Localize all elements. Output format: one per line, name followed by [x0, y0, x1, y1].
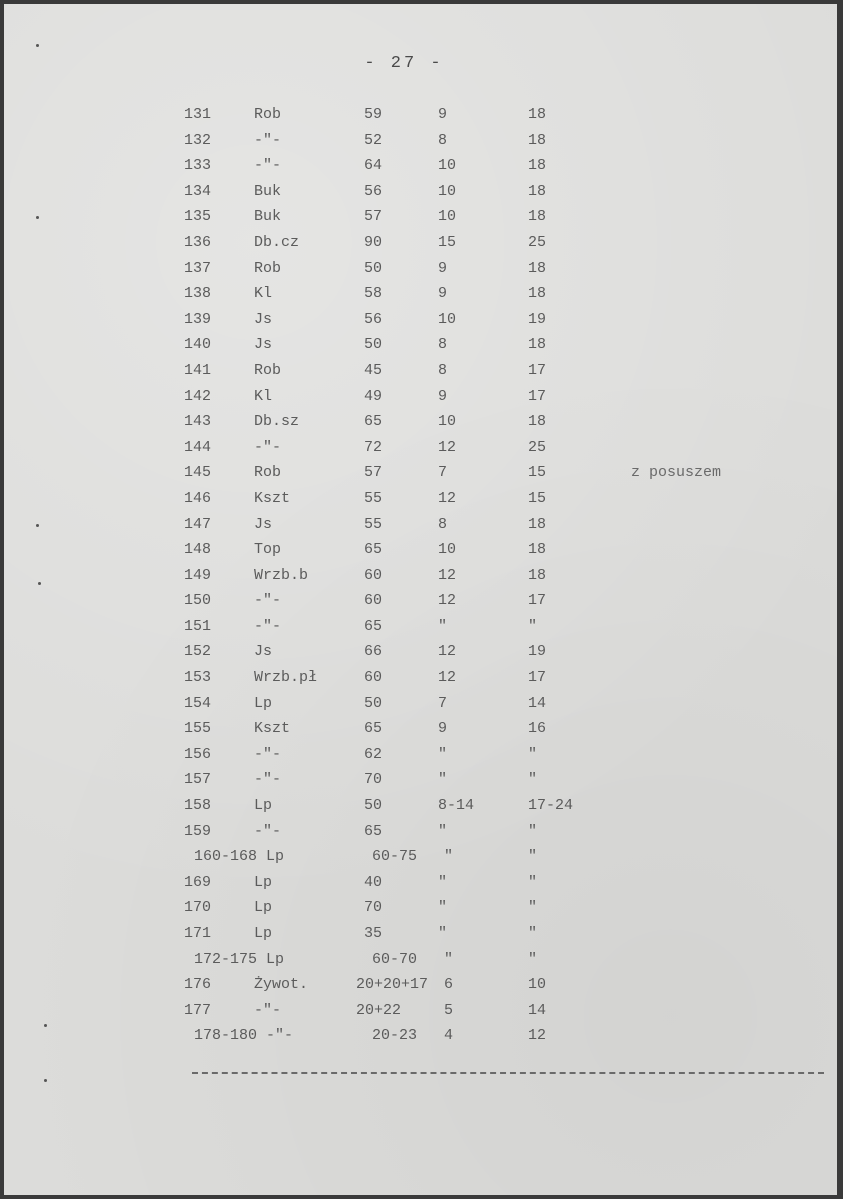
measure-a-cell: 59 — [364, 106, 383, 123]
table-row — [4, 771, 837, 797]
species-cell: Kszt — [254, 720, 291, 738]
measure-a-cell: 60 — [364, 669, 383, 687]
margin-speck — [38, 582, 41, 585]
species-cell: Buk — [254, 182, 282, 200]
measure-a-cell: 66 — [364, 643, 383, 661]
row-number: 145 — [184, 464, 212, 482]
species-cell: Lp — [266, 950, 285, 968]
measure-c-cell: 14 — [528, 694, 547, 712]
row-number: 176 — [184, 976, 212, 994]
table-row — [4, 516, 837, 542]
row-number: 146 — [184, 489, 212, 507]
species-cell: Js — [254, 643, 273, 661]
inventory-table — [4, 106, 837, 1053]
measure-c-cell: 25 — [528, 438, 547, 456]
table-row — [4, 464, 837, 490]
measure-b-cell: 10 — [438, 541, 457, 559]
species-cell: -"- — [266, 1027, 294, 1045]
measure-a-cell: 52 — [364, 131, 383, 149]
measure-c-cell: 18 — [528, 566, 547, 584]
measure-c-cell: 19 — [528, 310, 547, 328]
row-number: 156 — [184, 745, 212, 763]
table-row — [4, 260, 837, 286]
measure-a-cell: 60-75 — [372, 848, 418, 866]
species-cell: -"- — [254, 617, 282, 635]
species-cell: Wrzb.pł — [254, 669, 318, 687]
measure-c-cell: " — [528, 950, 538, 968]
measure-b-cell: " — [438, 771, 448, 789]
measure-a-cell: 70 — [364, 899, 383, 917]
row-number: 141 — [184, 361, 212, 379]
row-number: 138 — [184, 285, 212, 303]
species-cell: -"- — [254, 771, 282, 789]
species-cell: -"- — [254, 592, 282, 610]
row-number: 136 — [184, 233, 212, 251]
page-number: - 27 - — [364, 54, 444, 73]
table-row — [4, 541, 837, 567]
measure-b-cell: 8 — [438, 361, 448, 379]
row-number: 170 — [184, 899, 212, 917]
measure-a-cell: 56 — [364, 182, 383, 200]
species-cell: Żywot. — [254, 976, 309, 994]
measure-c-cell: " — [528, 771, 538, 789]
species-cell: Kl — [254, 387, 273, 405]
species-cell: Db.cz — [254, 233, 300, 251]
table-row — [4, 951, 837, 977]
measure-b-cell: 9 — [438, 387, 448, 405]
measure-c-cell: 18 — [528, 106, 547, 123]
measure-b-cell: 8 — [438, 336, 448, 354]
measure-a-cell: 40 — [364, 873, 383, 891]
species-cell: Rob — [254, 106, 282, 123]
margin-speck — [36, 216, 39, 219]
measure-c-cell: 14 — [528, 1001, 547, 1019]
table-row — [4, 976, 837, 1002]
row-number: 134 — [184, 182, 212, 200]
measure-b-cell: 12 — [438, 489, 457, 507]
measure-c-cell: 17-24 — [528, 797, 574, 815]
measure-a-cell: 20-23 — [372, 1027, 418, 1045]
measure-c-cell: 19 — [528, 643, 547, 661]
table-row — [4, 618, 837, 644]
table-row — [4, 669, 837, 695]
measure-a-cell: 90 — [364, 233, 383, 251]
measure-a-cell: 65 — [364, 541, 383, 559]
margin-speck — [36, 44, 39, 47]
row-number: 142 — [184, 387, 212, 405]
measure-c-cell: 18 — [528, 182, 547, 200]
row-number: 160-168 — [194, 848, 258, 866]
measure-b-cell: 6 — [444, 976, 454, 994]
table-row — [4, 208, 837, 234]
measure-a-cell: 56 — [364, 310, 383, 328]
table-row — [4, 695, 837, 721]
measure-a-cell: 65 — [364, 413, 383, 431]
measure-c-cell: " — [528, 873, 538, 891]
margin-speck — [44, 1079, 47, 1082]
margin-speck — [44, 1024, 47, 1027]
row-number: 131 — [184, 106, 212, 123]
measure-b-cell: 9 — [438, 259, 448, 277]
measure-b-cell: 8 — [438, 515, 448, 533]
table-row — [4, 567, 837, 593]
row-number: 144 — [184, 438, 212, 456]
table-row — [4, 899, 837, 925]
species-cell: Kl — [254, 285, 273, 303]
table-row — [4, 925, 837, 951]
row-number: 159 — [184, 822, 212, 840]
row-number: 172-175 — [194, 950, 258, 968]
measure-b-cell: " — [438, 925, 448, 942]
table-row — [4, 132, 837, 158]
row-number: 148 — [184, 541, 212, 559]
table-row — [4, 413, 837, 439]
measure-c-cell: 18 — [528, 131, 547, 149]
row-number: 178-180 — [194, 1027, 258, 1045]
row-number: 143 — [184, 413, 212, 431]
measure-b-cell: 10 — [438, 208, 457, 226]
row-number: 158 — [184, 797, 212, 815]
measure-b-cell: 12 — [438, 669, 457, 687]
species-cell: Db.sz — [254, 413, 300, 431]
species-cell: -"- — [254, 157, 282, 175]
table-row — [4, 797, 837, 823]
measure-b-cell: " — [438, 899, 448, 917]
table-row — [4, 1027, 837, 1053]
measure-b-cell: 9 — [438, 720, 448, 738]
table-row — [4, 362, 837, 388]
table-row — [4, 106, 837, 132]
row-number: 151 — [184, 617, 212, 635]
measure-a-cell: 50 — [364, 694, 383, 712]
measure-a-cell: 49 — [364, 387, 383, 405]
measure-a-cell: 55 — [364, 489, 383, 507]
measure-b-cell: 10 — [438, 182, 457, 200]
species-cell: -"- — [254, 745, 282, 763]
species-cell: Js — [254, 515, 273, 533]
measure-b-cell: 7 — [438, 694, 448, 712]
measure-b-cell: 7 — [438, 464, 448, 482]
measure-c-cell: 17 — [528, 387, 547, 405]
measure-b-cell: " — [438, 745, 448, 763]
measure-a-cell: 60-70 — [372, 950, 418, 968]
measure-b-cell: 9 — [438, 106, 448, 123]
row-number: 147 — [184, 515, 212, 533]
table-row — [4, 490, 837, 516]
row-number: 133 — [184, 157, 212, 175]
measure-c-cell: " — [528, 925, 538, 942]
measure-a-cell: 70 — [364, 771, 383, 789]
measure-a-cell: 50 — [364, 797, 383, 815]
species-cell: Lp — [254, 694, 273, 712]
species-cell: Js — [254, 336, 273, 354]
measure-b-cell: 8 — [438, 131, 448, 149]
table-row — [4, 285, 837, 311]
measure-b-cell: " — [438, 822, 448, 840]
measure-c-cell: 17 — [528, 361, 547, 379]
measure-a-cell: 35 — [364, 925, 383, 942]
row-number: 139 — [184, 310, 212, 328]
measure-c-cell: 18 — [528, 259, 547, 277]
measure-c-cell: 15 — [528, 489, 547, 507]
species-cell: Wrzb.b — [254, 566, 309, 584]
species-cell: -"- — [254, 131, 282, 149]
table-row — [4, 874, 837, 900]
measure-a-cell: 20+20+17 — [356, 976, 429, 994]
species-cell: Lp — [254, 797, 273, 815]
measure-b-cell: " — [438, 617, 448, 635]
measure-c-cell: 18 — [528, 208, 547, 226]
measure-c-cell: 18 — [528, 157, 547, 175]
measure-c-cell: 18 — [528, 285, 547, 303]
dashed-divider — [192, 1072, 824, 1074]
table-row — [4, 643, 837, 669]
measure-c-cell: " — [528, 848, 538, 866]
measure-a-cell: 60 — [364, 566, 383, 584]
table-row — [4, 336, 837, 362]
measure-a-cell: 60 — [364, 592, 383, 610]
species-cell: Buk — [254, 208, 282, 226]
table-row — [4, 234, 837, 260]
measure-a-cell: 62 — [364, 745, 383, 763]
measure-b-cell: 10 — [438, 157, 457, 175]
measure-b-cell: 12 — [438, 566, 457, 584]
measure-a-cell: 20+22 — [356, 1001, 402, 1019]
measure-a-cell: 65 — [364, 822, 383, 840]
species-cell: Lp — [254, 899, 273, 917]
measure-a-cell: 64 — [364, 157, 383, 175]
species-cell: Top — [254, 541, 282, 559]
measure-c-cell: 18 — [528, 541, 547, 559]
species-cell: Lp — [254, 873, 273, 891]
measure-c-cell: " — [528, 899, 538, 917]
measure-a-cell: 58 — [364, 285, 383, 303]
measure-a-cell: 55 — [364, 515, 383, 533]
measure-a-cell: 50 — [364, 336, 383, 354]
table-row — [4, 823, 837, 849]
species-cell: -"- — [254, 438, 282, 456]
row-number: 157 — [184, 771, 212, 789]
table-row — [4, 311, 837, 337]
margin-speck — [36, 524, 39, 527]
measure-c-cell: 16 — [528, 720, 547, 738]
measure-c-cell: " — [528, 822, 538, 840]
measure-a-cell: 50 — [364, 259, 383, 277]
measure-c-cell: 18 — [528, 336, 547, 354]
row-number: 135 — [184, 208, 212, 226]
measure-b-cell: 10 — [438, 413, 457, 431]
table-row — [4, 1002, 837, 1028]
species-cell: Lp — [266, 848, 285, 866]
species-cell: Rob — [254, 361, 282, 379]
measure-b-cell: 8-14 — [438, 797, 475, 815]
measure-b-cell: 12 — [438, 643, 457, 661]
measure-c-cell: 18 — [528, 413, 547, 431]
row-number: 137 — [184, 259, 212, 277]
measure-c-cell: 15 — [528, 464, 547, 482]
measure-c-cell: 25 — [528, 233, 547, 251]
row-number: 177 — [184, 1001, 212, 1019]
table-row — [4, 388, 837, 414]
table-row — [4, 746, 837, 772]
table-row — [4, 848, 837, 874]
row-number: 171 — [184, 925, 212, 942]
row-number: 149 — [184, 566, 212, 584]
measure-c-cell: 17 — [528, 669, 547, 687]
measure-b-cell: 5 — [444, 1001, 454, 1019]
row-number: 132 — [184, 131, 212, 149]
table-row — [4, 720, 837, 746]
table-row — [4, 592, 837, 618]
measure-c-cell: 12 — [528, 1027, 547, 1045]
species-cell: -"- — [254, 822, 282, 840]
measure-c-cell: 10 — [528, 976, 547, 994]
species-cell: Js — [254, 310, 273, 328]
row-number: 155 — [184, 720, 212, 738]
measure-c-cell: " — [528, 745, 538, 763]
measure-a-cell: 57 — [364, 464, 383, 482]
species-cell: Rob — [254, 464, 282, 482]
measure-b-cell: 4 — [444, 1027, 454, 1045]
species-cell: -"- — [254, 1001, 282, 1019]
measure-a-cell: 72 — [364, 438, 383, 456]
row-number: 152 — [184, 643, 212, 661]
measure-b-cell: 12 — [438, 438, 457, 456]
row-number: 169 — [184, 873, 212, 891]
row-number: 153 — [184, 669, 212, 687]
measure-b-cell: 12 — [438, 592, 457, 610]
measure-c-cell: 18 — [528, 515, 547, 533]
measure-b-cell: " — [438, 873, 448, 891]
measure-b-cell: 15 — [438, 233, 457, 251]
measure-a-cell: 65 — [364, 617, 383, 635]
measure-b-cell: " — [444, 950, 454, 968]
note-cell: z posuszem — [631, 464, 722, 482]
measure-a-cell: 57 — [364, 208, 383, 226]
document-page — [4, 4, 837, 1195]
row-number: 140 — [184, 336, 212, 354]
measure-a-cell: 45 — [364, 361, 383, 379]
measure-b-cell: 10 — [438, 310, 457, 328]
row-number: 150 — [184, 592, 212, 610]
measure-b-cell: " — [444, 848, 454, 866]
table-row — [4, 183, 837, 209]
species-cell: Kszt — [254, 489, 291, 507]
measure-c-cell: " — [528, 617, 538, 635]
measure-c-cell: 17 — [528, 592, 547, 610]
measure-b-cell: 9 — [438, 285, 448, 303]
table-row — [4, 439, 837, 465]
table-row — [4, 157, 837, 183]
row-number: 154 — [184, 694, 212, 712]
species-cell: Lp — [254, 925, 273, 942]
species-cell: Rob — [254, 259, 282, 277]
measure-a-cell: 65 — [364, 720, 383, 738]
